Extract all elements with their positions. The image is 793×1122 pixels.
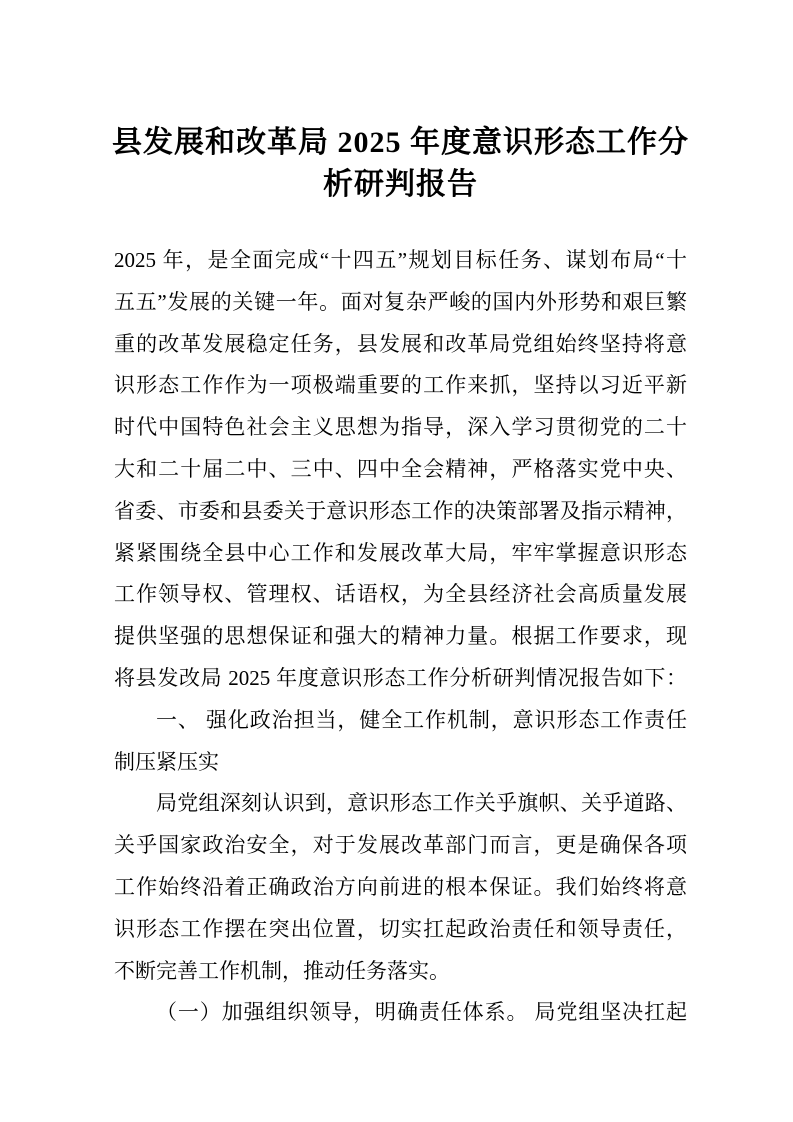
body-text-line: 提供坚强的思想保证和强大的精神力量。根据工作要求，现 bbox=[114, 624, 687, 649]
document-title-line: 析研判报告 bbox=[323, 168, 478, 201]
body-text-line: 识形态工作摆在突出位置，切实扛起政治责任和领导责任， bbox=[114, 916, 687, 941]
body-text-line: 局党组深刻认识到，意识形态工作关乎旗帜、关乎道路、 bbox=[156, 791, 687, 816]
body-text-line: （一）加强组织领导，明确责任体系。 局党组坚决扛起 bbox=[156, 1000, 687, 1025]
body-text-line: 制压紧压实 bbox=[114, 749, 219, 774]
document-body bbox=[114, 240, 687, 1034]
body-text-line: 不断完善工作机制，推动任务落实。 bbox=[114, 958, 450, 983]
body-text-line: 工作始终沿着正确政治方向前进的根本保证。我们始终将意 bbox=[114, 874, 687, 899]
body-text-line: 将县发改局 2025 年度意识形态工作分析研判情况报告如下： bbox=[114, 665, 687, 690]
body-text-line: 关乎国家政治安全，对于发展改革部门而言，更是确保各项 bbox=[114, 833, 687, 858]
body-text-line: 紧紧围绕全县中心工作和发展改革大局，牢牢掌握意识形态 bbox=[114, 540, 687, 565]
body-text-line: 2025 年，是全面完成“十四五”规划目标任务、谋划布局“十 bbox=[114, 248, 687, 272]
document-title-line: 县发展和改革局 2025 年度意识形态工作分 bbox=[112, 126, 689, 159]
body-text-line: 工作领导权、管理权、话语权，为全县经济社会高质量发展 bbox=[114, 582, 687, 607]
body-text-line: 省委、市委和县委关于意识形态工作的决策部署及指示精神， bbox=[114, 498, 687, 523]
body-text-line: 识形态工作作为一项极端重要的工作来抓，坚持以习近平新 bbox=[114, 373, 687, 398]
body-text-line: 一、 强化政治担当，健全工作机制，意识形态工作责任 bbox=[156, 707, 687, 732]
body-text-line: 五五”发展的关键一年。面对复杂严峻的国内外形势和艰巨繁 bbox=[114, 289, 687, 314]
body-text-line: 重的改革发展稳定任务，县发展和改革局党组始终坚持将意 bbox=[114, 331, 687, 356]
body-text-line: 时代中国特色社会主义思想为指导，深入学习贯彻党的二十 bbox=[114, 415, 687, 440]
body-text-line: 大和二十届二中、三中、四中全会精神，严格落实党中央、 bbox=[114, 456, 687, 481]
document-title bbox=[92, 122, 709, 206]
